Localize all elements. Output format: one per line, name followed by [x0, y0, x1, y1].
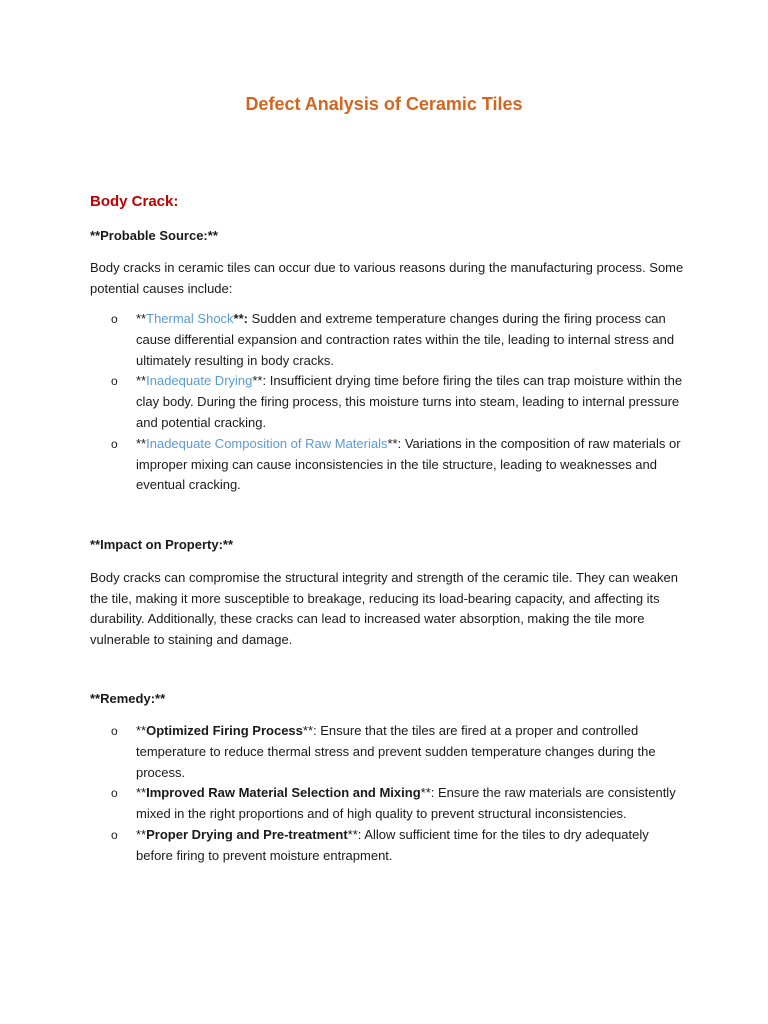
bullet-marker: o [111, 312, 118, 326]
impact-text: Body cracks can compromise the structural integrity and strength of the ceramic tile. They can weaken the tile, making it more susceptible to breakage, reducing its load-bearing capacity, and affecting its durability. Additionally, these cracks can lead to increased water absorption, making the tile more vulnerable to staining and damage. [90, 570, 678, 647]
item-text: Variations in the composition of raw materials or improper mixing can cause inconsistencies in the tile structure, leading to weaknesses and eventual cracking. [136, 435, 681, 493]
list-item [0, 825, 684, 867]
list-item [0, 309, 684, 371]
list-item [0, 371, 684, 433]
bullet-marker: o [111, 724, 118, 738]
probable-source-intro: Body cracks in ceramic tiles can occur due to various reasons during the manufacturing process. Some potential causes include: [90, 260, 684, 296]
probable-source-list [0, 309, 768, 496]
item-text: Allow sufficient time for the tiles to dry adequately before firing to prevent moisture entrapment. [136, 826, 649, 863]
bullet-marker: o [111, 436, 118, 451]
item-mid: **: [252, 373, 270, 389]
item-text: Ensure that the tiles are fired at a proper and controlled temperature to reduce thermal stress and prevent sudden temperature changes during the process. [136, 723, 656, 780]
item-prefix: ** [136, 435, 147, 451]
item-mid: **: [347, 826, 365, 842]
term-link[interactable]: Inadequate Composition of Raw Materials [146, 435, 388, 451]
item-text: Ensure the raw materials are consistently mixed in the right proportions and of high quality to prevent structural inconsistencies. [136, 785, 676, 822]
item-prefix: ** [136, 373, 147, 389]
item-prefix: ** [136, 826, 147, 842]
term-link[interactable]: Inadequate Drying [146, 373, 253, 389]
item-term: Improved Raw Material Selection and Mixing [146, 785, 421, 801]
item-prefix: ** [136, 723, 147, 738]
item-prefix: ** [136, 311, 147, 326]
item-mid: **: [233, 311, 252, 326]
list-item [0, 434, 684, 496]
remedy-label: **Remedy:** [90, 691, 166, 706]
item-text: Sudden and extreme temperature changes during the firing process can cause differential expansion and contraction rates within the tile, leading to internal stress and ultimately resulting in body cracks. [136, 311, 675, 368]
term-link[interactable]: Thermal Shock [146, 311, 234, 326]
item-prefix: ** [136, 785, 147, 801]
remedy-list [0, 721, 768, 867]
item-term: Proper Drying and Pre-treatment [146, 826, 348, 842]
bullet-marker: o [111, 827, 118, 842]
item-mid: **: [387, 435, 405, 451]
list-item [0, 783, 684, 825]
bullet-marker: o [111, 374, 118, 389]
probable-source-label: **Probable Source:** [90, 228, 218, 243]
list-item [0, 721, 684, 783]
document-title: Defect Analysis of Ceramic Tiles [245, 94, 523, 114]
section-heading: Body Crack: [90, 193, 179, 210]
bullet-marker: o [111, 786, 118, 801]
impact-label: **Impact on Property:** [90, 537, 234, 552]
item-term: Optimized Firing Process [146, 723, 303, 738]
item-text: Insufficient drying time before firing the tiles can trap moisture within the clay body. During the firing process, this moisture turns into steam, leading to internal pressure and potential cracking. [136, 373, 683, 430]
item-mid: **: [420, 785, 438, 801]
item-mid: **: [302, 723, 321, 738]
